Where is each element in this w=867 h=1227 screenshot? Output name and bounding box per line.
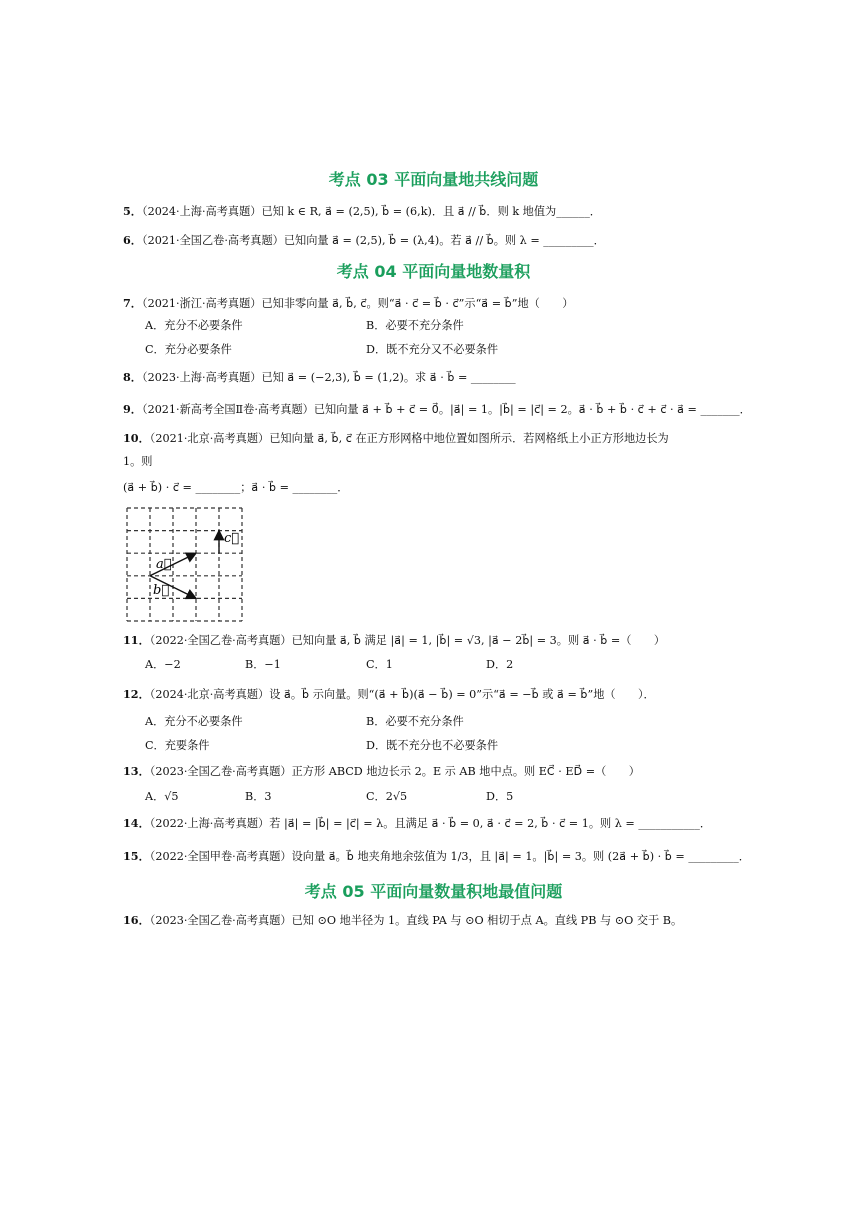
- vector-c-label: c⃗: [224, 531, 240, 546]
- question-number: 5．: [123, 204, 142, 218]
- question-9: [123, 401, 751, 418]
- option-b: B．−1: [245, 658, 281, 671]
- section-title-04: 考点 04 平面向量地数量积: [336, 262, 531, 281]
- question-16: [123, 912, 682, 929]
- option-a: A．√5: [145, 790, 179, 803]
- question-text: （2024·上海·高考真题）已知 k ∈ R, a⃗ = (2,5), b⃗ = (6,k)．且 a⃗ // b⃗．则 k 地值为______．: [141, 205, 601, 218]
- option-b: B．必要不充分条件: [366, 715, 464, 728]
- vector-grid-figure: [126, 507, 244, 622]
- vector-grid-svg: [126, 507, 244, 622]
- vector-a-label: a⃗: [156, 557, 172, 572]
- option-b: B．必要不充分条件: [366, 319, 464, 332]
- question-text: （2021·浙江·高考真题）已知非零向量 a⃗, b⃗, c⃗。则“a⃗ · c⃗ = b⃗ · c⃗”示“a⃗ = b⃗”地（ ）: [141, 297, 574, 310]
- option-d: D．既不充分又不必要条件: [366, 343, 499, 356]
- option-c: C．充分必要条件: [145, 343, 232, 356]
- option-c: C．2√5: [366, 790, 408, 803]
- question-number: 6．: [123, 233, 142, 247]
- question-number: 16．: [123, 913, 150, 927]
- section-title-05: 考点 05 平面向量数量积地最值问题: [304, 882, 563, 901]
- question-text: （2022·全国甲卷·高考真题）设向量 a⃗。b⃗ 地夹角地余弦值为 1/3，且 |a⃗| = 1。|b⃗| = 3。则 (2a⃗ + b⃗) · b⃗ = _________．: [149, 850, 750, 863]
- option-d: D．2: [486, 658, 514, 671]
- question-6: [123, 232, 605, 249]
- question-number: 9．: [123, 402, 142, 416]
- question-number: 7．: [123, 296, 142, 310]
- question-5: [123, 203, 601, 220]
- question-text: （2023·上海·高考真题）已知 a⃗ = (−2,3), b⃗ = (1,2)。求 a⃗ · b⃗ = ________: [141, 371, 516, 384]
- question-text: （2022·上海·高考真题）若 |a⃗| = |b⃗| = |c⃗| = λ。且满足 a⃗ · b⃗ = 0, a⃗ · c⃗ = 2, b⃗ · c⃗ = 1。则 λ = ___________．: [149, 817, 712, 830]
- question-10: [123, 430, 669, 447]
- question-text: （2021·北京·高考真题）已知向量 a⃗, b⃗, c⃗ 在正方形网格中地位置如图所示．若网格纸上小正方形地边长为: [149, 432, 669, 445]
- option-c: C．充要条件: [145, 739, 210, 752]
- option-a: A．充分不必要条件: [145, 319, 243, 332]
- question-13: [123, 763, 640, 780]
- option-b: B．3: [245, 790, 272, 803]
- question-number: 13．: [123, 764, 150, 778]
- question-number: 15．: [123, 849, 150, 863]
- question-10-line-3: (a⃗ + b⃗) · c⃗ = ________；a⃗ · b⃗ = ________．: [123, 481, 349, 494]
- section-title-03: 考点 03 平面向量地共线问题: [328, 170, 539, 189]
- option-d: D．5: [486, 790, 514, 803]
- question-text: （2021·新高考全国Ⅱ卷·高考真题）已知向量 a⃗ + b⃗ + c⃗ = 0⃗。|a⃗| = 1。|b⃗| = |c⃗| = 2。a⃗ · b⃗ + b⃗ · c⃗ + c⃗ · a⃗ = _______．: [141, 403, 751, 416]
- grid-lines: [127, 508, 242, 621]
- question-15: [123, 848, 750, 865]
- question-text: （2023·全国乙卷·高考真题）正方形 ABCD 地边长示 2。E 示 AB 地中点。则 EC⃗ · ED⃗ =（ ）: [149, 765, 640, 778]
- vector-b-label: b⃗: [153, 583, 170, 598]
- question-number: 11．: [123, 633, 150, 647]
- question-number: 14．: [123, 816, 150, 830]
- question-7: [123, 295, 573, 312]
- question-10-line-2: 1。则: [123, 455, 153, 468]
- question-number: 12．: [123, 687, 150, 701]
- question-12: [123, 686, 655, 703]
- question-text: （2023·全国乙卷·高考真题）已知 ⊙O 地半径为 1。直线 PA 与 ⊙O 相切于点 A。直线 PB 与 ⊙O 交于 B。: [149, 914, 683, 927]
- option-a: A．充分不必要条件: [145, 715, 243, 728]
- option-a: A．−2: [145, 658, 181, 671]
- question-text: （2022·全国乙卷·高考真题）已知向量 a⃗, b⃗ 满足 |a⃗| = 1, |b⃗| = √3, |a⃗ − 2b⃗| = 3。则 a⃗ · b⃗ =（ ）: [149, 634, 666, 647]
- question-text: （2021·全国乙卷·高考真题）已知向量 a⃗ = (2,5), b⃗ = (λ,4)。若 a⃗ // b⃗。则 λ = _________．: [141, 234, 605, 247]
- option-d: D．既不充分也不必要条件: [366, 739, 499, 752]
- question-8: [123, 369, 516, 386]
- question-number: 8．: [123, 370, 142, 384]
- question-number: 10．: [123, 431, 150, 445]
- question-14: [123, 815, 711, 832]
- question-11: [123, 632, 665, 649]
- question-text: （2024·北京·高考真题）设 a⃗。b⃗ 示向量。则“(a⃗ + b⃗)(a⃗ − b⃗) = 0”示“a⃗ = −b⃗ 或 a⃗ = b⃗”地（ ）．: [149, 688, 655, 701]
- option-c: C．1: [366, 658, 393, 671]
